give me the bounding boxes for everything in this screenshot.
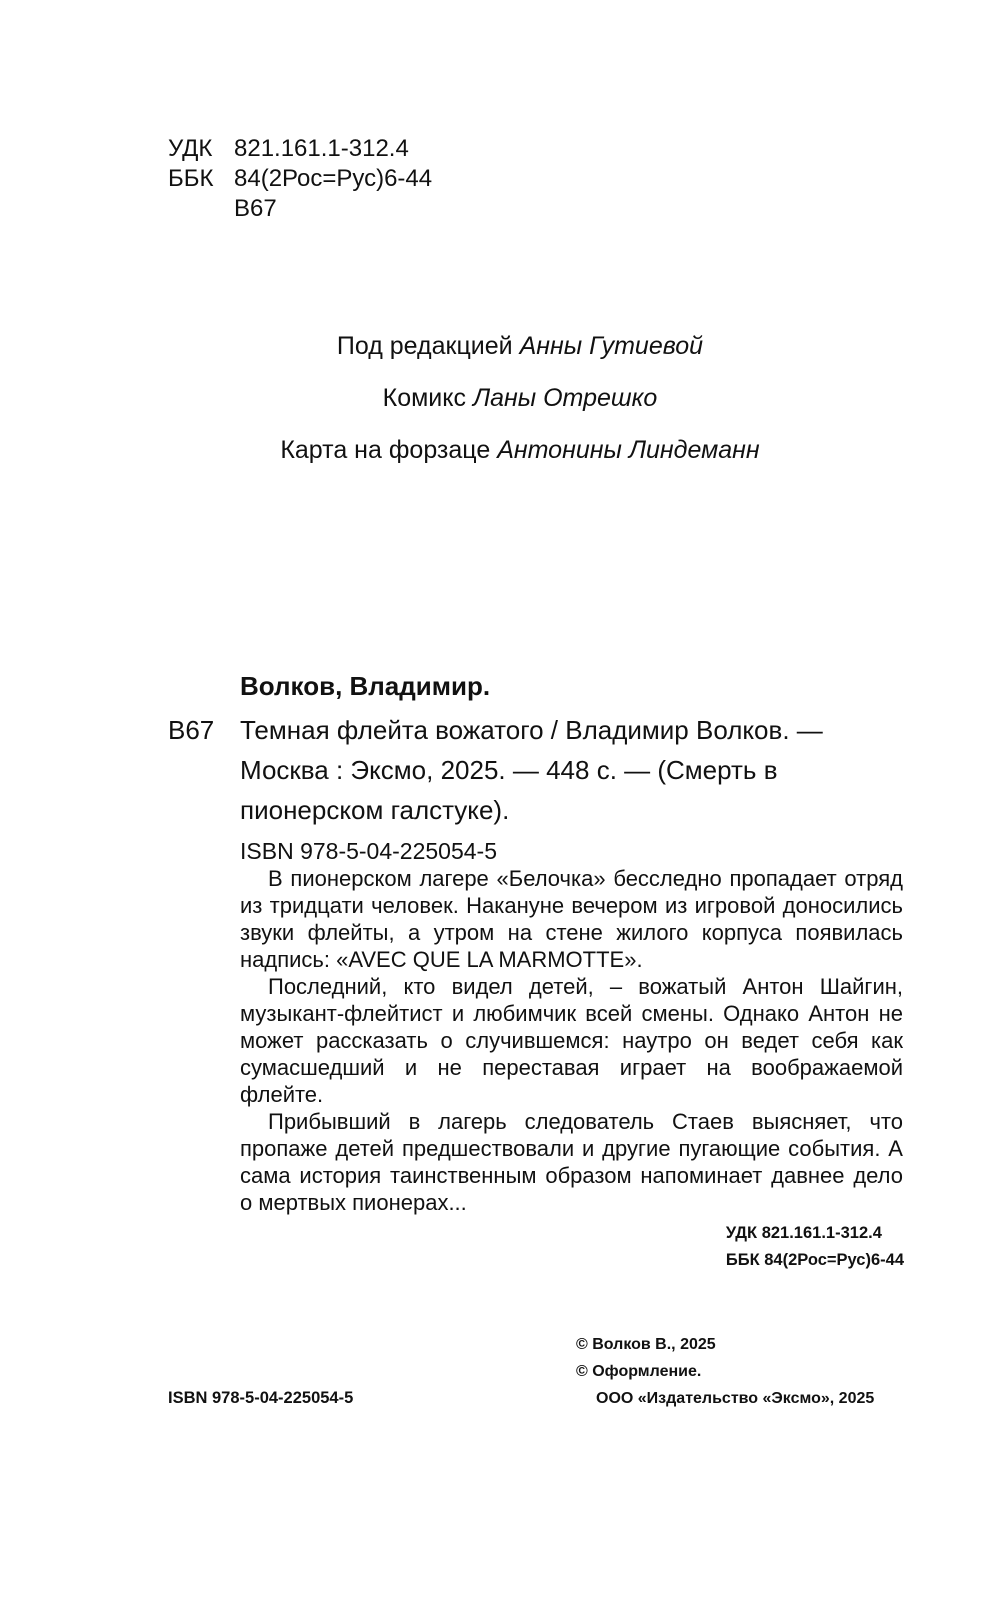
bottom-codes — [726, 1220, 904, 1274]
entry-description: Темная флейта вожатого / Владимир Волков. — Москва : Эксмо, 2025. — 448 с. — (Смерть в пионерском галстуке). — [240, 715, 823, 825]
classification-block — [168, 134, 432, 224]
credit-role: Под редакцией — [336, 332, 513, 360]
bbk-label: ББК — [168, 165, 214, 192]
copyright-author: © Волков В., 2025 — [576, 1336, 716, 1353]
credit-editor — [0, 320, 1000, 372]
credit-name: Антонины Линдеманн — [497, 436, 760, 464]
author-mark-row — [168, 194, 432, 224]
credits-block — [0, 320, 1000, 476]
credit-role: Карта на форзаце — [280, 436, 491, 464]
bottom-isbn: ISBN 978-5-04-225054-5 — [168, 1389, 354, 1407]
credit-name: Ланы Отрешко — [472, 384, 658, 412]
credit-name: Анны Гутиевой — [519, 332, 704, 360]
credit-map — [0, 424, 1000, 476]
udk-label: УДК — [168, 135, 213, 162]
credit-role: Комикс — [382, 384, 466, 412]
udk-value: 821.161.1-312.4 — [234, 135, 409, 162]
bottom-bbk: ББК 84(2Рос=Рус)6-44 — [725, 1251, 904, 1269]
annotation-paragraph: Прибывший в лагерь следователь Стаев выясняет, что пропаже детей предшествовали и другие пугающие события. А сама история таинственным образом напоминает давнее дело о мертвых пионерах... — [240, 1109, 903, 1215]
bottom-udk: УДК 821.161.1-312.4 — [725, 1224, 882, 1242]
entry-code: В67 — [168, 715, 215, 745]
copyright-publisher: ООО «Издательство «Эксмо», 2025 — [596, 1390, 875, 1407]
bbk-value: 84(2Рос=Рус)6-44 — [234, 165, 433, 192]
bbk-row — [168, 164, 432, 194]
entry-author: Волков, Владимир. — [240, 671, 491, 701]
bibliographic-entry — [168, 668, 903, 866]
copyright-design: © Оформление. — [576, 1363, 702, 1380]
entry-main — [168, 710, 903, 830]
credit-comic — [0, 372, 1000, 424]
annotation-paragraph: В пионерском лагере «Белочка» бесследно пропадает отряд из тридцати человек. Накануне вечером из игровой доносились звуки флейты, а утром на стене жилого корпуса появилась надпись: «AVEC QUE LA MARMOTTE». — [240, 866, 903, 972]
annotation — [240, 865, 903, 1216]
udk-row — [168, 134, 432, 164]
copyright-block — [576, 1331, 874, 1412]
entry-isbn: ISBN 978-5-04-225054-5 — [240, 838, 497, 864]
author-mark: В67 — [234, 195, 277, 222]
annotation-paragraph: Последний, кто видел детей, – вожатый Антон Шайгин, музыкант-флейтист и любимчик всей смены. Однако Антон не может рассказать о случившемся: наутро он ведет себя как сумасшедший и не переставая играет на воображаемой флейте. — [240, 974, 903, 1107]
